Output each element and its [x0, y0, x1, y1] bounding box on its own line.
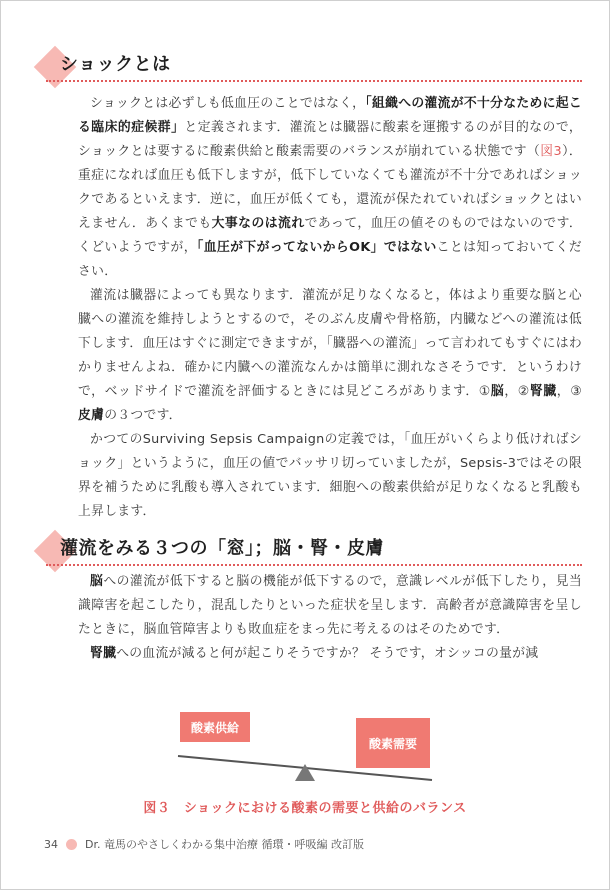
footer-dot-icon: [66, 839, 77, 850]
dotted-divider: [46, 564, 582, 566]
text-run: かつてのSurviving Sepsis Campaignの定義では，「血圧がいくらより低ければショック」というように，血圧の値でバッサリ切っていましたが，Sepsis-3ではその限界を補うために乳酸も導入されています．細胞への酸素供給が足りなくなると乳酸も上昇します．: [78, 432, 582, 519]
paragraph: [78, 284, 582, 428]
text-run: ショックとは必ずしも低血圧のことではなく，: [90, 96, 366, 111]
text-run: ）．重症になれば血圧も低下しますが，低下していなくても灌流が不十分であればショックであるといえます．逆に，血圧が低くても，還流が保たれていればショックとはいえません．あくまでも: [78, 144, 582, 231]
emphasis-text: 「組織への灌流が不十分なために起こる臨床的症候群」: [78, 96, 582, 135]
emphasis-text: 皮膚: [78, 408, 105, 423]
page-number: 34: [44, 837, 58, 851]
dotted-divider: [46, 80, 582, 82]
emphasis-text: 腎臓: [529, 384, 557, 399]
text-run: への灌流が低下すると脳の機能が低下するので，意識レベルが低下したり，見当識障害を起こしたり，混乱したりといった症状を呈します．高齢者が意識障害を呈したときに，脳血管障害よりも敗血症をまっ先に考えるのはそのためです．: [78, 574, 582, 637]
paragraph: [78, 92, 582, 284]
figure-caption: 図３ ショックにおける酸素の需要と供給のバランス: [143, 801, 467, 816]
section-title: ショックとは: [60, 54, 171, 75]
text-run: と定義されます．灌流とは臓器に酸素を運搬するのが目的なので，ショックとは要するに酸素供給と酸素需要のバランスが崩れている状態です（: [78, 120, 582, 159]
emphasis-text: 脳: [490, 384, 505, 399]
balance-figure: [170, 712, 440, 792]
section-title: 灌流をみる３つの「窓」；脳・腎・皮膚: [60, 538, 384, 559]
emphasis-text: 腎臓: [90, 646, 117, 661]
text-run: 灌流は臓器によっても異なります．灌流が足りなくなると，体はより重要な脳と心臓への灌流を維持しようとするので，そのぶん皮膚や骨格筋，内臓などへの灌流は低下します．血圧はすぐに測定できますが，「臓器への灌流」って言われてもすぐにはわかりませんよね．確かに内臓への灌流なんかは簡単に測れなさそうです．というわけで，ベッドサイドで灌流を評価するときには見どころがあります．①: [78, 288, 582, 399]
paragraph: [78, 570, 582, 642]
figure-reference: 図3: [540, 144, 562, 159]
emphasis-text: 「血圧が下がってないからOK」ではない: [196, 240, 437, 255]
text-run: ，②: [504, 384, 530, 399]
text-run: への血流が減ると何が起こりそうですか？ そうです，オシッコの量が減: [116, 646, 539, 661]
text-run: ，③: [556, 384, 582, 399]
emphasis-text: 大事なのは流れ: [211, 216, 305, 231]
text-run: であって，血圧の値そのものではないのです．くどいようですが，: [78, 216, 582, 255]
oxygen-supply-box: 酸素供給: [180, 712, 250, 742]
oxygen-demand-box: 酸素需要: [356, 718, 430, 768]
paragraph: [78, 642, 582, 666]
emphasis-text: 脳: [90, 574, 104, 589]
paragraph: [78, 428, 582, 524]
text-run: の３つです．: [104, 408, 182, 423]
book-title: Dr. 竜馬のやさしくわかる集中治療 循環・呼吸編 改訂版: [85, 838, 364, 851]
page-footer: [44, 836, 364, 852]
text-run: ことは知っておいてください．: [78, 240, 582, 279]
